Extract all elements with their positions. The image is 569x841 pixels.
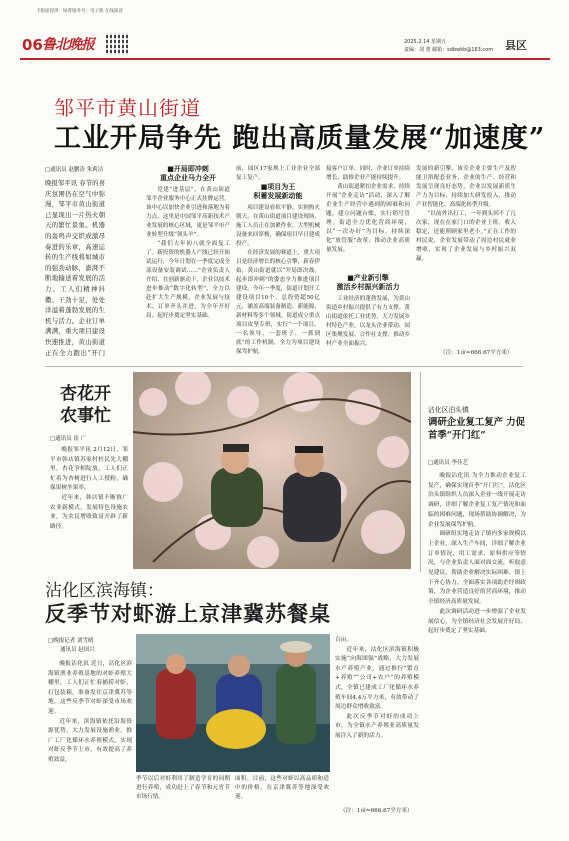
page-number: 06 [22, 36, 43, 54]
paragraph: 黄山街道紧扣企业需求，持续开展“企业走访”活动，深入了解企业生产经营中遇到的困难和问题，建立问题台账，实行销号管理。街道全力优化营商环境，以“一次办好”为目标，持续深化“放管服”改革，推动企业高质量发展。 [326, 184, 410, 253]
newspaper-logo: 鲁北晚报 [42, 37, 94, 53]
divider [45, 366, 523, 367]
story1-byline: □通讯员 赵鹏涛 朱莉洁 [45, 167, 104, 173]
paragraph: 在经济发展的赛道上，重大项目是经济增长的核心引擎，新春伊始，黄山街道就以“开局即决战，起步即冲刺”的姿态全力推进项目建设。今年一季度，街道计划开工建设项目10个，总投资超50亿元，涵盖高端装备制造、新能源、新材料等多个领域。街道成立重点项目攻坚专班，实行“一个项目、一名领导、一套班子、一抓到底”的工作机制，全力为项目建设保驾护航。 [236, 250, 320, 355]
story3-body [428, 472, 526, 820]
paragraph: 晚报邹平讯 2月12日，邹平市韩店镇苏家村杜民先大棚里，杏花争相绽放，工人们正忙着为杏树进行人工授粉，确保果树坐果率。 [50, 447, 128, 492]
shrimp-photo-image [136, 634, 330, 772]
story1-subhead-1: ■开局即冲刺 重点企业马力全开 [160, 165, 216, 182]
story1-subhead-2: ■项目为王 积蓄发展新动能 [253, 183, 303, 200]
story4-col2-bottom: 季节以后对虾利用了制造学育的同期进行养殖，成功赶上了春节和元宵节市场行情。 [136, 776, 230, 801]
story1-col4 [326, 295, 410, 360]
story4-area-note: （注：1亩≈666.67平方米） [340, 808, 413, 814]
section-title: 县区 [505, 39, 527, 52]
story1-col2 [236, 204, 320, 360]
story4-col1 [48, 660, 132, 810]
qr-code-pattern [106, 33, 128, 55]
header-meta: 卡版面提供：绿菁服务号；电子版 在线阅读 [36, 9, 123, 14]
story2-byline: □通讯员 崔 广 [50, 436, 87, 442]
paragraph: 调研组实地走访了镇内多家规模以上企业，深入生产车间，详细了解企业订单情况、用工需求、原料供应等情况，与企业负责人面对面交流，听取意见建议，帮助企业解决实际困难。镇上下齐心协力，全面落实各项助企纾困政策，为企业营造良好的营商环境，推动全镇经济高质量发展。 [428, 531, 526, 606]
issue-date: 2025.2.14 星期五 [404, 39, 447, 45]
story4-col3-bottom: 面积。目前，这些对虾以高品质和适中的价格，在京津冀苏等地深受欢迎。 [235, 776, 329, 801]
story2-body [50, 446, 128, 564]
story1-kicker: 邹平市黄山街道 [54, 96, 201, 120]
story1-col1 [146, 186, 230, 360]
story1-lead: 晚报邹平讯 春节的喜庆氛围仍在空气中弥漫，邹平市黄山街道已显现出一片热火朝天的繁忙景象。机器的轰鸣声交织成激昂奏进的乐章，高速运转的生产线将如城市的强劲动脉，澎湃不断地输送着发展的活力。工人们精神抖擞、干劲十足，处处洋溢着蓬勃发展的生机与活力。企业订单满满，重大项目建设快速推进，黄山街道正在全力跑出“开门 [45, 179, 105, 357]
paragraph: “我们大年初八就全面复工了。新投资的机器人产线已经开始试运行，今年计划在一季度完成全部设备安装调试……”企业负责人介绍，在创新驱动下，企业以技术进步推动“数字化转型”，全力以赴扩大生产规模，企业发展与技术、订单齐头并进，为全年开好局、起好步奠定坚实基础。 [146, 241, 230, 319]
paragraph: 项目建设看似平静，实则热火朝天。在黄山街道项目建设现场，施工人员正在加紧作业，大型机械设备来回穿梭，确保项目早日建成投产。 [236, 205, 320, 247]
story1-area-note: （注：1亩≈666.67平方米） [440, 350, 513, 356]
story1-subhead-3: ■产业新引擎 激活乡村振兴新活力 [336, 274, 400, 291]
apricot-blossom-photo [133, 372, 411, 569]
paragraph: 接客户订单，同时，企业订单持续增长，助推企业产能持续提升。 [326, 166, 410, 181]
shrimp-harvest-photo [136, 634, 330, 772]
header-rule [20, 58, 550, 60]
story1-col2-top [236, 165, 320, 185]
paragraph: 近年来，沾化区滨海镇积极实施“向海图强”战略，大力发展水产养殖产业，通过推行“繁育+养殖”“公司+农户”的养殖模式，全镇已建成工厂化循环水养殖车间4.4万平方米，有效带动了周边群众增收致富。 [335, 646, 419, 711]
story2-headline: 杏花开 农事忙 [60, 384, 111, 426]
paragraph: 晚报沾化讯 近日，沾化区滨海镇渔业养殖基地的对虾养殖大棚里，工人们正忙着捕捞对虾，打包装箱，准备发往京津冀苏等地，这些反季节对虾深受市场欢迎。 [48, 661, 132, 715]
story3-headline: 调研企业复工复产 力促首季“开门红” [428, 417, 526, 441]
apricot-photo-image [133, 372, 411, 569]
story3-byline: □通讯员 李佳艺 [428, 460, 468, 466]
paragraph: 此次反季节对虾的成功上市，为全镇水产养殖业高质量发展注入了新的活力。 [335, 713, 419, 739]
story4-col4 [335, 636, 419, 806]
paragraph: 发展的新引擎。该室企业主要生产及智能卫浴配套业务，企业的生产、经营和发展呈现良好态势，企业以发展新质生产力为目标，持续加大研发投入，推动产业智能化、高端化转型升级。 [416, 166, 516, 208]
story1-headline: 工业开局争先 跑出高质量发展“加速度” [54, 123, 546, 154]
paragraph: 百亩。 [335, 637, 353, 643]
story3-tag: 沾化区泊头镇 [428, 406, 469, 414]
paragraph: “以前外出打工，一年到头回不了几次家，现在在家门口的企业上班，收入稳定，还能照顾家里老小。”正在工作的村民说，企业发展带动了周边村民就业增收，实现了企业发展与乡村振兴双赢。 [416, 211, 516, 262]
story1-col5 [416, 165, 516, 350]
paragraph: 党建“进基层”，在黄山街道邹平企业服务中心正式挂牌运营。该中心以加快企业引进和落地为着力点，这里是中国邹平高新技术产业发展的核心区域，更是邹平市产业转型升级“领头羊”。 [146, 187, 230, 238]
paragraph: 近年来，韩店镇不断推广农业新模式，发展特色设施农业，为农民增收致富开辟了新路径。 [50, 494, 128, 530]
divider [420, 372, 421, 572]
story1-col3 [326, 165, 410, 268]
editor-info: 责编：刘 蕾 邮箱：sdbwkb@163.com [404, 47, 494, 53]
story4-byline-1: □晚报记者 刘雪晴 [48, 638, 94, 644]
story4-kicker: 沾化区滨海镇： [45, 581, 164, 601]
paragraph: 前，园区17家规上工业企业全部复工复产。 [236, 166, 320, 181]
paragraph: 工业经济的蓬勃发展，为黄山街道乡村振兴提供了有力支撑。黄山街道依托工业优势，大力发展乡村特色产业，以龙头企业带动、园区集聚发展、合作社支撑，推动乡村产业全面振兴。 [326, 296, 410, 347]
paragraph: 近年来，滨海镇依托沿海资源优势，大力发展设施渔业，推广工厂化循环水养殖模式，实现对虾反季节上市，有效提高了养殖效益。 [48, 718, 132, 763]
paragraph: 晚报沾化讯 为全力推动企业复工复产，确保实现首季“开门红”，沾化区泊头镇组织人员深入企业一线开展走访调研，详细了解企业复工复产情况和面临的困难问题，现场帮助协调解决，为企业发展保驾护航。 [428, 473, 526, 528]
story4-headline: 反季节对虾游上京津冀苏餐桌 [45, 601, 331, 626]
paragraph: 此次调研活动进一步增强了企业发展信心，为全镇经济社会发展开好局、起好步奠定了坚实基础。 [428, 608, 526, 635]
story4-byline-2: 通讯员 赵国兴 [60, 647, 95, 653]
